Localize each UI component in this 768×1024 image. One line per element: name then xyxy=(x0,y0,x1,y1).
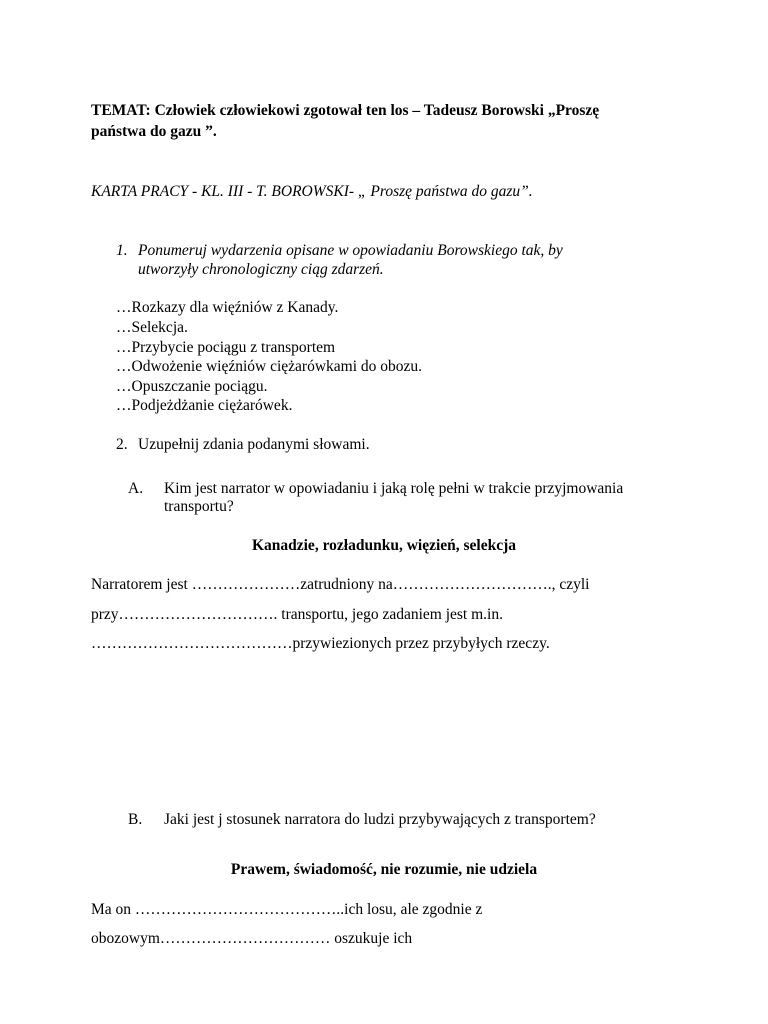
task1-number: 1. xyxy=(116,242,128,259)
part-a-fill-line: przy…………………………. transportu, jego zadaniem jest m.in. xyxy=(91,606,503,623)
event-item: …Przybycie pociągu z transportem xyxy=(116,339,336,356)
part-a-fill-line: …………………………………przywiezionych przez przybyłych rzeczy. xyxy=(91,635,550,652)
event-item: …Odwożenie więźniów ciężarówkami do obozu. xyxy=(116,358,423,375)
part-a-question-line-1: Kim jest narrator w opowiadaniu i jaką rolę pełni w trakcie przyjmowania xyxy=(164,480,624,497)
task2-text: Uzupełnij zdania podanymi słowami. xyxy=(138,436,370,453)
part-b-letter: B. xyxy=(128,811,143,828)
event-item: …Selekcja. xyxy=(116,319,188,336)
part-a-question-line-2: transportu? xyxy=(164,498,234,515)
event-item: …Podjeżdżanie ciężarówek. xyxy=(116,397,293,414)
title-line-2: państwa do gazu ”. xyxy=(91,123,217,140)
task1-text-line-2: utworzyły chronologiczny ciąg zdarzeń. xyxy=(138,261,384,278)
event-item: …Rozkazy dla więźniów z Kanady. xyxy=(116,299,339,316)
part-a-word-bank: Kanadzie, rozładunku, więzień, selekcja xyxy=(251,537,517,554)
part-a-letter: A. xyxy=(128,480,144,497)
part-b-fill-line: Ma on …………………………………..ich losu, ale zgodnie z xyxy=(91,901,483,918)
part-b-word-bank: Prawem, świadomość, nie rozumie, nie udziela xyxy=(230,861,538,878)
part-a-fill-line: Narratorem jest …………………zatrudniony na…………………………., czyli xyxy=(91,576,590,593)
task2-number: 2. xyxy=(116,436,128,453)
title-line-1: TEMAT: Człowiek człowiekowi zgotował ten los – Tadeusz Borowski „Proszę xyxy=(91,102,600,119)
worksheet-subtitle: KARTA PRACY - KL. III - T. BOROWSKI- „ Proszę państwa do gazu”. xyxy=(91,183,533,200)
event-item: …Opuszczanie pociągu. xyxy=(116,378,268,395)
part-b-fill-line: obozowym…………………………… oszukuje ich xyxy=(91,930,413,947)
task1-text-line-1: Ponumeruj wydarzenia opisane w opowiadaniu Borowskiego tak, by xyxy=(138,242,563,259)
part-b-question: Jaki jest j stosunek narratora do ludzi przybywających z transportem? xyxy=(164,811,596,828)
